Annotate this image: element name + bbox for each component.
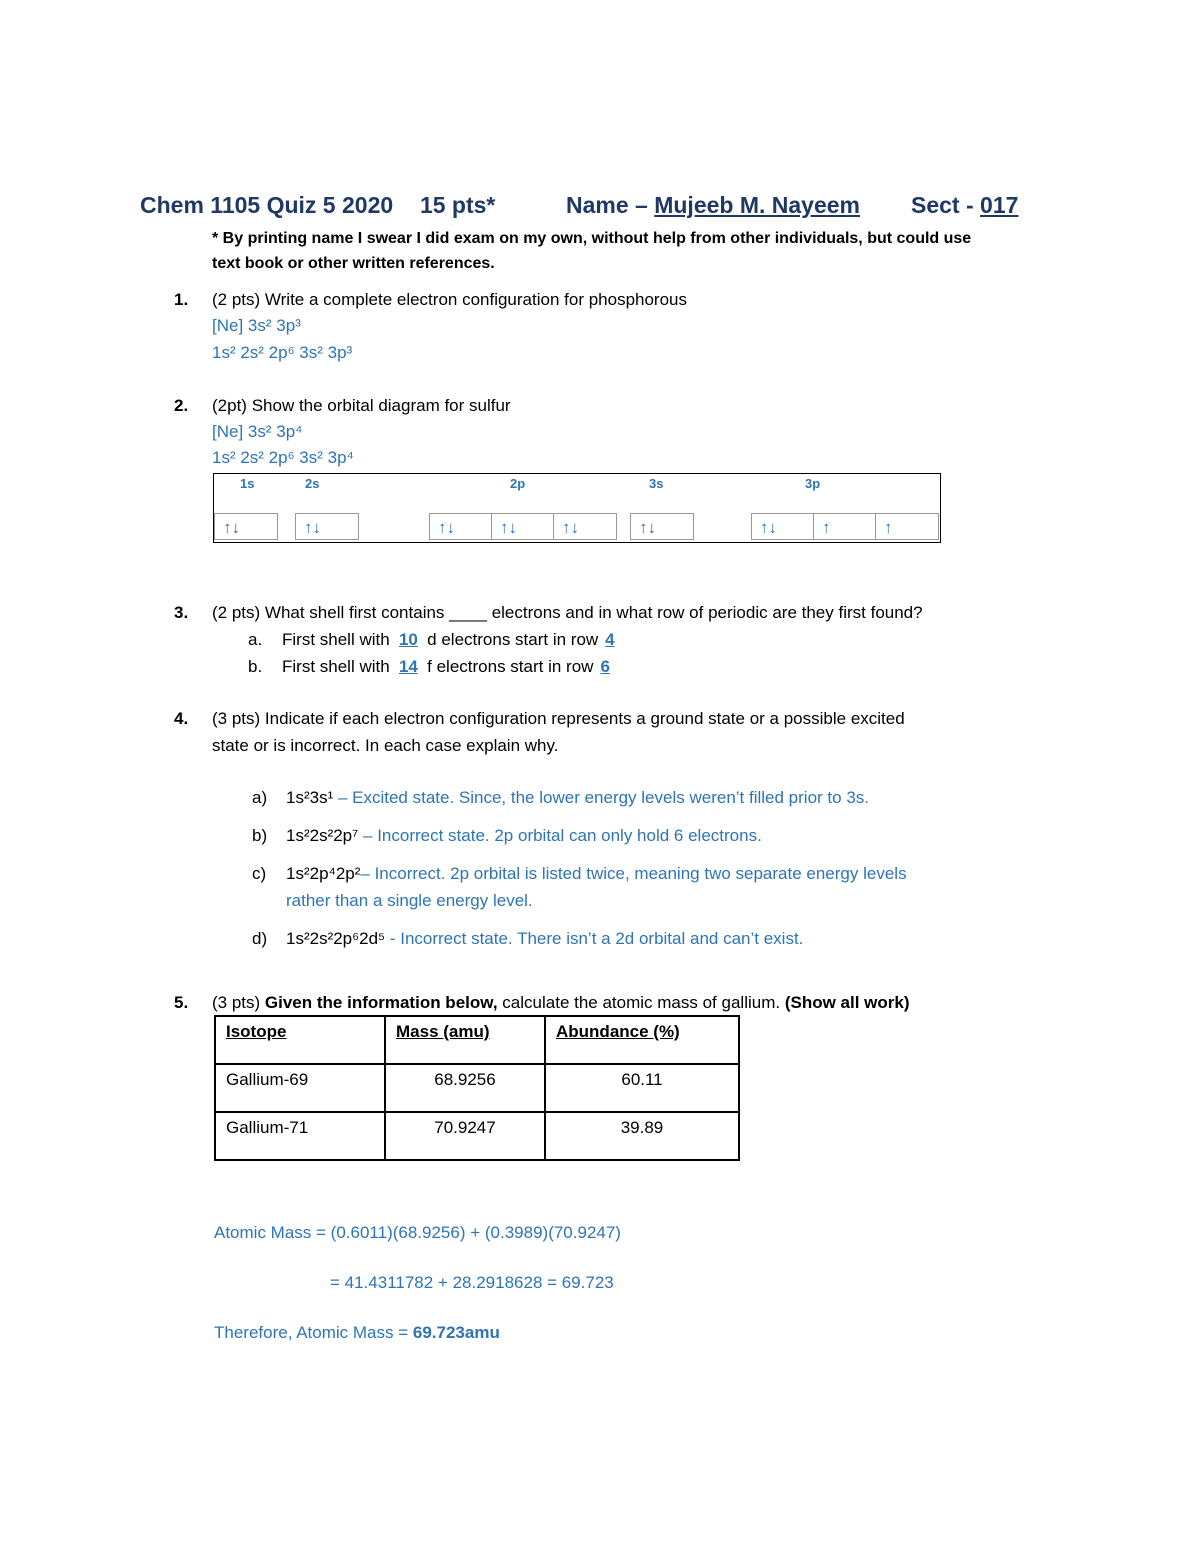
header-abundance: Abundance (%) [545, 1016, 739, 1064]
q1-prompt [212, 290, 687, 310]
course-title: Chem 1105 Quiz 5 2020 [140, 192, 394, 218]
q3b-label: b. [248, 657, 263, 676]
q4c-line [286, 864, 907, 884]
orbital-cell-3p-2: ↑ [813, 513, 876, 540]
conclusion-text: Therefore, Atomic Mass = [214, 1323, 413, 1342]
q3-number: 3. [174, 603, 189, 622]
q5-points: (3 pts) [212, 993, 261, 1012]
q5-bold-text: Given the information below, [260, 993, 498, 1012]
q4a-answer: – Excited state. Since, the lower energy levels weren’t filled prior to 3s. [333, 788, 869, 807]
orbital-label-2s: 2s [305, 476, 320, 491]
q3a-pre: First shell with [282, 630, 395, 649]
q4d-label: d) [252, 929, 268, 948]
oath-line-2: text book or other written references. [212, 255, 495, 272]
q4d-answer: - Incorrect state. There isn’t a 2d orbital and can’t exist. [385, 929, 804, 948]
work-line-1: Atomic Mass = (0.6011)(68.9256) + (0.3989)(70.9247) [214, 1223, 621, 1242]
q4c-answer-2: rather than a single energy level. [286, 891, 533, 910]
orbital-label-2p: 2p [510, 476, 526, 491]
table-header-row [215, 1016, 739, 1064]
q5-prompt [212, 993, 910, 1013]
cell-abundance: 60.11 [545, 1064, 739, 1112]
name-label: Name – [566, 192, 648, 218]
conclusion [214, 1323, 500, 1343]
q3a-line [282, 630, 617, 650]
q4c-config: 1s²2p⁴2p² [286, 864, 361, 883]
table-row [215, 1064, 739, 1112]
q5-number: 5. [174, 993, 189, 1012]
q4d-config: 1s²2s²2p⁶2d⁵ [286, 929, 386, 948]
name-block [566, 192, 860, 219]
q4b-label: b) [252, 826, 268, 845]
question-3 [174, 603, 188, 623]
quiz-header [140, 192, 495, 219]
orbital-label-3p: 3p [805, 476, 821, 491]
question-1 [174, 290, 188, 310]
cell-isotope: Gallium-69 [215, 1064, 385, 1112]
q2-answer-2: 1s² 2s² 2p⁶ 3s² 3p⁴ [212, 448, 354, 467]
cell-abundance: 39.89 [545, 1112, 739, 1160]
work-line-2: = 41.4311782 + 28.2918628 = 69.723 [330, 1273, 614, 1292]
q2-points: (2pt) [212, 396, 247, 415]
q4d-line [286, 929, 803, 949]
cell-mass: 68.9256 [385, 1064, 545, 1112]
points-total: 15 pts* [419, 192, 496, 218]
question-2 [174, 396, 188, 416]
header-mass: Mass (amu) [385, 1016, 545, 1064]
q3a-mid: d electrons start in row [427, 630, 603, 649]
orbital-cell-2p-1: ↑↓ [429, 513, 492, 540]
oath-line-1: * By printing name I swear I did exam on my own, without help from other individuals, but could use [212, 230, 972, 247]
q4-points: (3 pts) [212, 709, 261, 728]
q3b-line [282, 657, 612, 677]
q3a-label: a. [248, 630, 263, 649]
q2-number: 2. [174, 396, 189, 415]
q2-prompt [212, 396, 511, 416]
q4a-config: 1s²3s¹ [286, 788, 334, 807]
q5-text: calculate the atomic mass of gallium. [497, 993, 781, 1012]
cell-isotope: Gallium-71 [215, 1112, 385, 1160]
q4b-config: 1s²2s²2p⁷ [286, 826, 359, 845]
orbital-cell-3s: ↑↓ [630, 513, 694, 540]
orbital-cell-3p-1: ↑↓ [751, 513, 814, 540]
orbital-cell-3p-3: ↑ [875, 513, 939, 540]
q4c-answer: – Incorrect. 2p orbital is listed twice, meaning two separate energy levels [360, 864, 907, 883]
q3-prompt [212, 603, 923, 623]
orbital-cell-2p-2: ↑↓ [491, 513, 554, 540]
table-row [215, 1112, 739, 1160]
q4-number: 4. [174, 709, 189, 728]
q2-text: Show the orbital diagram for sulfur [246, 396, 511, 415]
q4a-label: a) [252, 788, 268, 807]
q1-answer-2: 1s² 2s² 2p⁶ 3s² 3p³ [212, 343, 353, 362]
student-name: Mujeeb M. Nayeem [654, 192, 861, 218]
q1-number: 1. [174, 290, 189, 309]
q4b-line [286, 826, 762, 846]
q3b-count: 14 [398, 657, 418, 676]
sect-label: Sect - [911, 192, 974, 218]
orbital-cell-2p-3: ↑↓ [553, 513, 617, 540]
q1-answer-1: [Ne] 3s² 3p³ [212, 316, 301, 335]
q3b-mid: f electrons start in row [427, 657, 599, 676]
q3b-row: 6 [600, 657, 610, 676]
orbital-cell-2s: ↑↓ [295, 513, 359, 540]
q4a-line [286, 788, 869, 808]
question-4 [174, 709, 188, 729]
q3a-row: 4 [605, 630, 615, 649]
section-number: 017 [980, 192, 1019, 218]
q5-show-work: (Show all work) [780, 993, 910, 1012]
section-block [911, 192, 1018, 219]
q1-text: Write a complete electron configuration for phosphorous [260, 290, 687, 309]
q4-text-1: Indicate if each electron configuration represents a ground state or a possible excited [260, 709, 905, 728]
q4-text-2: state or is incorrect. In each case explain why. [212, 736, 559, 755]
q2-answer-1: [Ne] 3s² 3p⁴ [212, 422, 303, 441]
orbital-cell-1s: ↑↓ [214, 513, 278, 540]
q4b-answer: – Incorrect state. 2p orbital can only hold 6 electrons. [358, 826, 762, 845]
isotope-table [214, 1015, 740, 1161]
question-5 [174, 993, 188, 1013]
q3-points: (2 pts) [212, 603, 261, 622]
q3b-pre: First shell with [282, 657, 395, 676]
header-isotope: Isotope [215, 1016, 385, 1064]
q4-prompt [212, 709, 905, 729]
q3-text: What shell first contains ____ electrons and in what row of periodic are they first found? [260, 603, 923, 622]
orbital-label-3s: 3s [649, 476, 664, 491]
q1-points: (2 pts) [212, 290, 261, 309]
atomic-mass-result: 69.723amu [412, 1323, 500, 1342]
q3a-count: 10 [398, 630, 418, 649]
q4c-label: c) [252, 864, 267, 883]
cell-mass: 70.9247 [385, 1112, 545, 1160]
orbital-label-1s: 1s [240, 476, 255, 491]
